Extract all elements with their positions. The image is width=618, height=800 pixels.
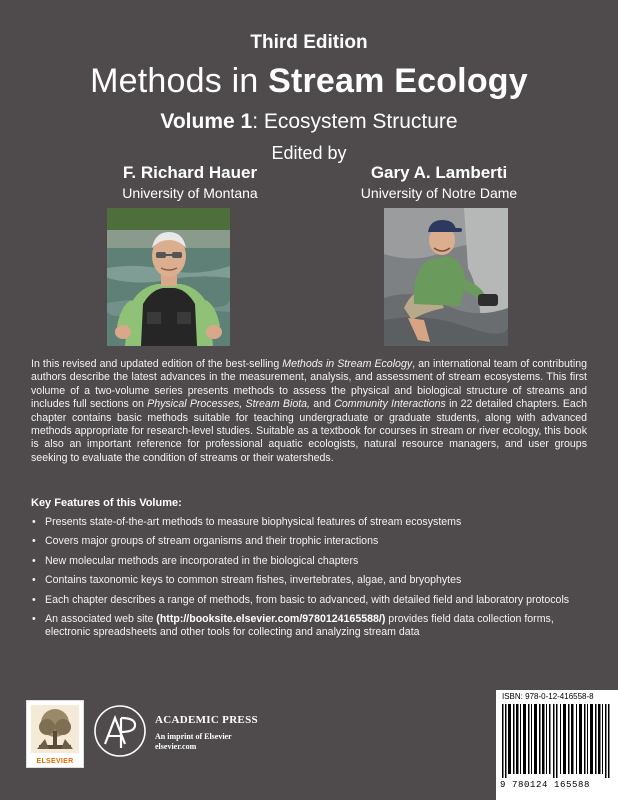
- barcode-digits: 9 780124 165588: [500, 780, 591, 790]
- feature-text: An associated web site: [45, 613, 157, 626]
- book-title-part1: Methods in: [90, 62, 269, 100]
- editor-photo-lamberti: [384, 208, 508, 346]
- description-text: in 22 detailed chapters. Each chapter contains basic methods suitable for teaching undergraduate or graduate students, along with advanced methods appropriate for research-level studies. Suitable as a textbook for courses in stream or river ecology, this book is also an important reference for professional aquatic ecologists, natural resource managers, and user groups seeking to evaluate the condition of streams or their watersheds.: [31, 398, 588, 464]
- photo-illustration: [107, 208, 230, 346]
- features-heading: Key Features of this Volume:: [31, 497, 182, 509]
- editor-name: F. Richard Hauer: [122, 163, 258, 182]
- book-description: [31, 358, 587, 465]
- barcode-icon: [502, 704, 612, 778]
- elsevier-wordmark: ELSEVIER: [36, 758, 74, 765]
- features-list: [31, 516, 591, 646]
- isbn-text: ISBN: 978-0-12-416558-8: [502, 692, 594, 701]
- volume-label: Volume 1: [160, 110, 253, 133]
- list-item: • New molecular methods are incorporated in the biological chapters: [31, 555, 591, 568]
- description-section: Physical Processes, Stream Biota,: [147, 398, 310, 411]
- book-title: [0, 62, 618, 101]
- description-text: In this revised and updated edition of the best-selling: [31, 358, 283, 370]
- editor-name: Gary A. Lamberti: [370, 163, 508, 182]
- elsevier-tree-icon: [27, 701, 83, 757]
- photo-illustration: [384, 208, 508, 346]
- description-section: Community Interactions: [334, 398, 446, 411]
- volume-subtitle: : Ecosystem Structure: [252, 110, 458, 133]
- publisher-imprint: An imprint of Elsevier: [155, 732, 232, 741]
- description-text: and: [310, 398, 335, 411]
- isbn-barcode: [496, 690, 618, 800]
- list-item: • Contains taxonomic keys to common stream fishes, invertebrates, algae, and bryophytes: [31, 574, 591, 587]
- edition-label: Third Edition: [250, 32, 368, 53]
- description-text: , an international team of contributing authors describe the latest advances in the measurement, analysis, and assessment of stream ecosystems. This first volume of a two-volume series presents methods to assess the physical and biological structure of streams and includes full sections on: [31, 358, 587, 411]
- description-title: Methods in Stream Ecology: [282, 358, 413, 370]
- academic-press-logo: [93, 704, 147, 758]
- website-link[interactable]: (http://booksite.elsevier.com/9780124165588/): [156, 613, 386, 626]
- list-item: [31, 613, 591, 640]
- academic-press-icon: [93, 704, 147, 758]
- editor-photo-hauer: [107, 208, 230, 346]
- book-title-part2: Stream Ecology: [268, 62, 528, 100]
- editor-affiliation: University of Notre Dame: [360, 185, 518, 201]
- list-item: • Covers major groups of stream organisms and their trophic interactions: [31, 535, 591, 548]
- academic-press-text: [155, 714, 258, 751]
- edited-by-label: Edited by: [271, 143, 347, 163]
- volume-title: [0, 110, 618, 134]
- list-item: • Each chapter describes a range of methods, from basic to advanced, with detailed field and laboratory protocols: [31, 594, 591, 607]
- publisher-site: elsevier.com: [155, 742, 197, 751]
- editor-affiliation: University of Montana: [122, 185, 258, 201]
- feature-text: provides field data collection forms, electronic spreadsheets and other tools for collecting and analyzing stream data: [45, 613, 554, 639]
- editor-right: [319, 163, 559, 201]
- publisher-name: ACADEMIC PRESS: [155, 714, 258, 726]
- elsevier-logo: [26, 700, 84, 768]
- list-item: • Presents state-of-the-art methods to measure biophysical features of stream ecosystems: [31, 516, 591, 529]
- editor-left: [70, 163, 310, 201]
